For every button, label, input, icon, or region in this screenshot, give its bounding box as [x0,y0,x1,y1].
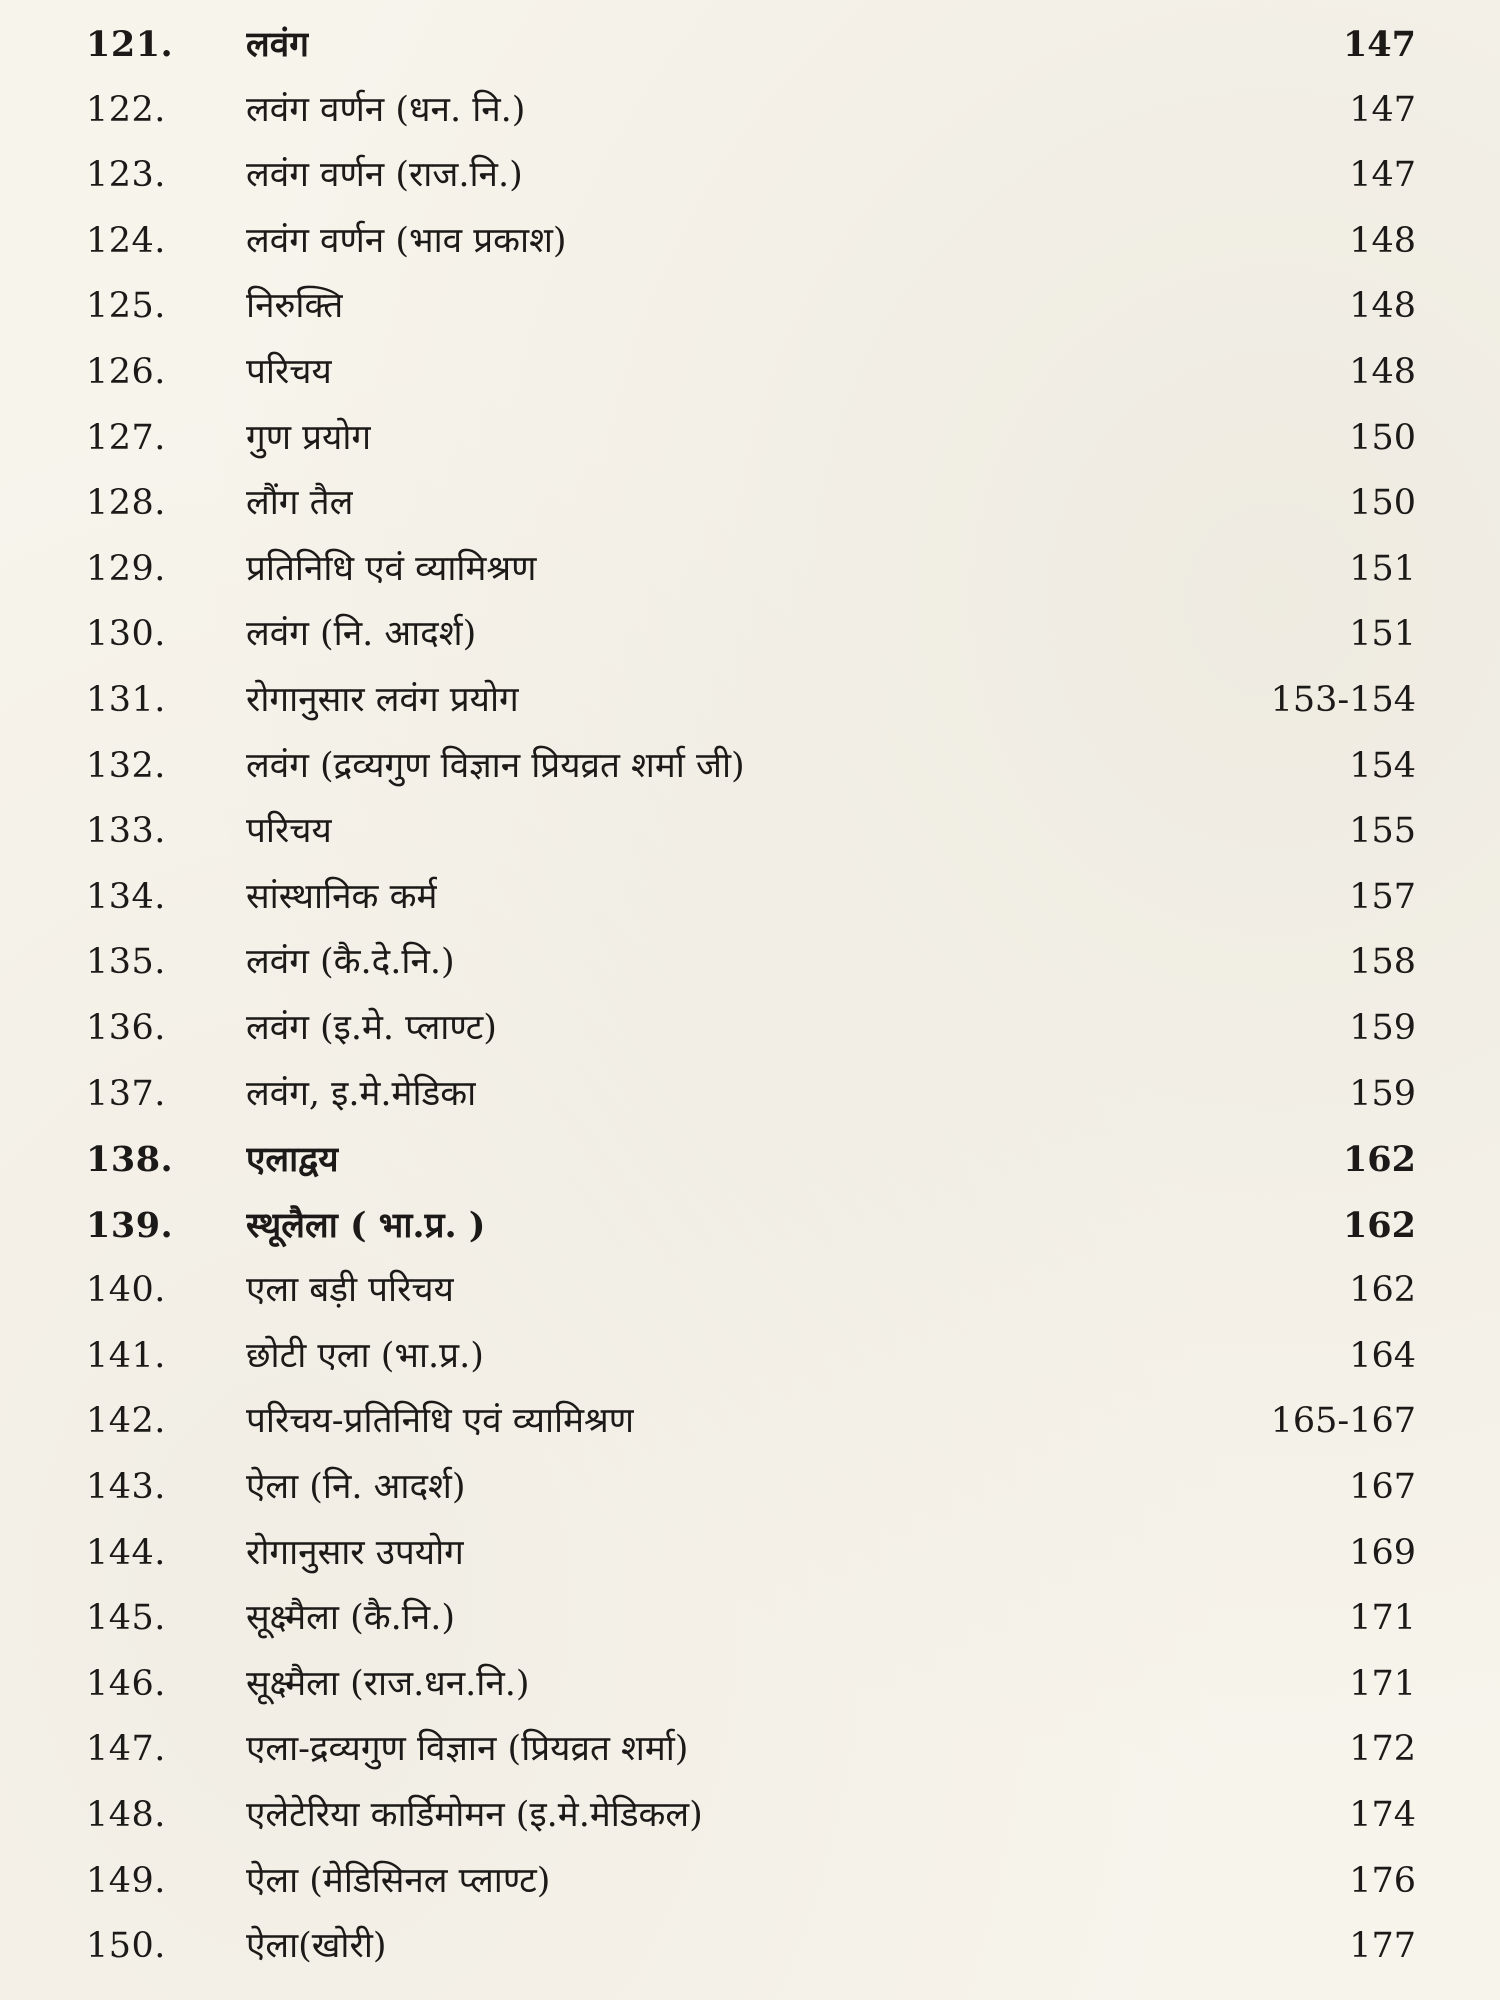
entry-title: लवंग वर्णन (भाव प्रकाश) [246,220,567,261]
entry-number: 147. [86,1729,166,1770]
entry-number: 139. [86,1204,174,1246]
entry-page-number: 151 [1349,548,1416,589]
toc-entry [0,1258,1500,1324]
entry-number: 131. [86,679,166,720]
entry-page-number: 167 [1349,1467,1416,1508]
entry-page-number: 177 [1349,1926,1416,1967]
toc-entry [0,1783,1500,1849]
entry-number: 127. [86,417,166,458]
entry-title: लवंग (इ.मे. प्लाण्ट) [246,1007,497,1048]
entry-page-number: 148 [1349,220,1416,261]
entry-number: 146. [86,1663,166,1704]
entry-page-number: 169 [1349,1532,1416,1573]
toc-entry [0,537,1500,603]
entry-title: लवंग (द्रव्यगुण विज्ञान प्रियव्रत शर्मा जी) [246,745,745,786]
entry-page-number: 174 [1349,1795,1416,1836]
entry-title: ऐला (मेडिसिनल प्लाण्ट) [246,1860,551,1901]
entry-page-number: 157 [1349,876,1416,917]
entry-page-number: 162 [1342,1139,1416,1181]
entry-number: 123. [86,155,166,196]
table-of-contents [0,12,1500,1980]
entry-page-number: 147 [1349,155,1416,196]
entry-title: ऐला(खोरी) [246,1926,387,1967]
entry-page-number: 164 [1349,1335,1416,1376]
entry-number: 138. [86,1139,174,1181]
toc-entry [0,1062,1500,1128]
entry-number: 140. [86,1270,166,1311]
entry-number: 130. [86,614,166,655]
entry-page-number: 176 [1349,1860,1416,1901]
toc-entry [0,1849,1500,1915]
entry-title: लवंग (कै.दे.नि.) [246,942,455,983]
toc-entry [0,602,1500,668]
toc-entry [0,1652,1500,1718]
entry-number: 137. [86,1073,166,1114]
entry-number: 136. [86,1007,166,1048]
toc-entry [0,1455,1500,1521]
entry-number: 128. [86,483,166,524]
entry-number: 150. [86,1926,166,1967]
entry-number: 133. [86,811,166,852]
entry-page-number: 153-154 [1270,679,1416,720]
entry-page-number: 162 [1342,1204,1416,1246]
toc-entry [0,1521,1500,1587]
entry-title: स्थूलैला ( भा.प्र. ) [246,1204,486,1246]
toc-entry [0,1193,1500,1259]
toc-entry [0,209,1500,275]
entry-title: परिचय [246,811,332,852]
entry-page-number: 159 [1349,1073,1416,1114]
toc-entry [0,996,1500,1062]
entry-title: छोटी एला (भा.प्र.) [246,1335,484,1376]
entry-title: रोगानुसार उपयोग [246,1532,464,1573]
entry-page-number: 148 [1349,286,1416,327]
entry-number: 126. [86,351,166,392]
entry-page-number: 150 [1349,417,1416,458]
toc-entry [0,406,1500,472]
entry-title: प्रतिनिधि एवं व्यामिश्रण [246,548,537,589]
entry-number: 145. [86,1598,166,1639]
entry-title: लवंग वर्णन (राज.नि.) [246,155,523,196]
entry-page-number: 151 [1349,614,1416,655]
toc-entry [0,340,1500,406]
entry-title: एला-द्रव्यगुण विज्ञान (प्रियव्रत शर्मा) [246,1729,689,1770]
entry-page-number: 172 [1349,1729,1416,1770]
toc-entry [0,471,1500,537]
entry-page-number: 148 [1349,351,1416,392]
entry-number: 124. [86,220,166,261]
entry-number: 132. [86,745,166,786]
entry-number: 149. [86,1860,166,1901]
entry-number: 141. [86,1335,166,1376]
entry-title: लौंग तैल [246,483,354,524]
toc-entry [0,1914,1500,1980]
entry-page-number: 147 [1342,24,1416,65]
entry-number: 129. [86,548,166,589]
entry-page-number: 162 [1349,1270,1416,1311]
entry-number: 142. [86,1401,166,1442]
entry-page-number: 171 [1349,1598,1416,1639]
toc-entry [0,1324,1500,1390]
entry-number: 122. [86,89,166,130]
toc-entry [0,143,1500,209]
entry-number: 143. [86,1467,166,1508]
entry-title: एला बड़ी परिचय [246,1270,454,1311]
entry-number: 121. [86,24,174,65]
entry-page-number: 154 [1349,745,1416,786]
toc-entry [0,274,1500,340]
entry-number: 134. [86,876,166,917]
entry-page-number: 159 [1349,1007,1416,1048]
entry-title: सांस्थानिक कर्म [246,876,438,917]
entry-title: परिचय-प्रतिनिधि एवं व्यामिश्रण [246,1401,635,1442]
entry-number: 144. [86,1532,166,1573]
toc-entry [0,78,1500,144]
entry-title: सूक्ष्मैला (कै.नि.) [246,1598,456,1639]
entry-page-number: 171 [1349,1663,1416,1704]
entry-title: निरुक्ति [246,286,344,327]
entry-title: लवंग, इ.मे.मेडिका [246,1073,477,1114]
entry-title: ऐला (नि. आदर्श) [246,1467,466,1508]
entry-number: 125. [86,286,166,327]
entry-number: 148. [86,1795,166,1836]
entry-page-number: 147 [1349,89,1416,130]
toc-entry [0,1717,1500,1783]
entry-title: एलेटेरिया कार्डिमोमन (इ.मे.मेडिकल) [246,1795,703,1836]
entry-page-number: 158 [1349,942,1416,983]
toc-entry [0,1389,1500,1455]
entry-title: रोगानुसार लवंग प्रयोग [246,679,519,720]
entry-title: सूक्ष्मैला (राज.धन.नि.) [246,1663,530,1704]
toc-entry [0,668,1500,734]
entry-number: 135. [86,942,166,983]
toc-entry [0,734,1500,800]
entry-title: लवंग (नि. आदर्श) [246,614,477,655]
toc-entry [0,799,1500,865]
entry-title: गुण प्रयोग [246,417,372,458]
toc-entry [0,1127,1500,1193]
toc-entry [0,865,1500,931]
toc-entry [0,930,1500,996]
toc-entry [0,12,1500,78]
entry-page-number: 155 [1349,811,1416,852]
entry-title: लवंग [246,24,309,65]
entry-page-number: 150 [1349,483,1416,524]
entry-title: लवंग वर्णन (धन. नि.) [246,89,526,130]
entry-page-number: 165-167 [1270,1401,1416,1442]
entry-title: परिचय [246,351,332,392]
toc-entry [0,1586,1500,1652]
entry-title: एलाद्वय [246,1139,339,1181]
